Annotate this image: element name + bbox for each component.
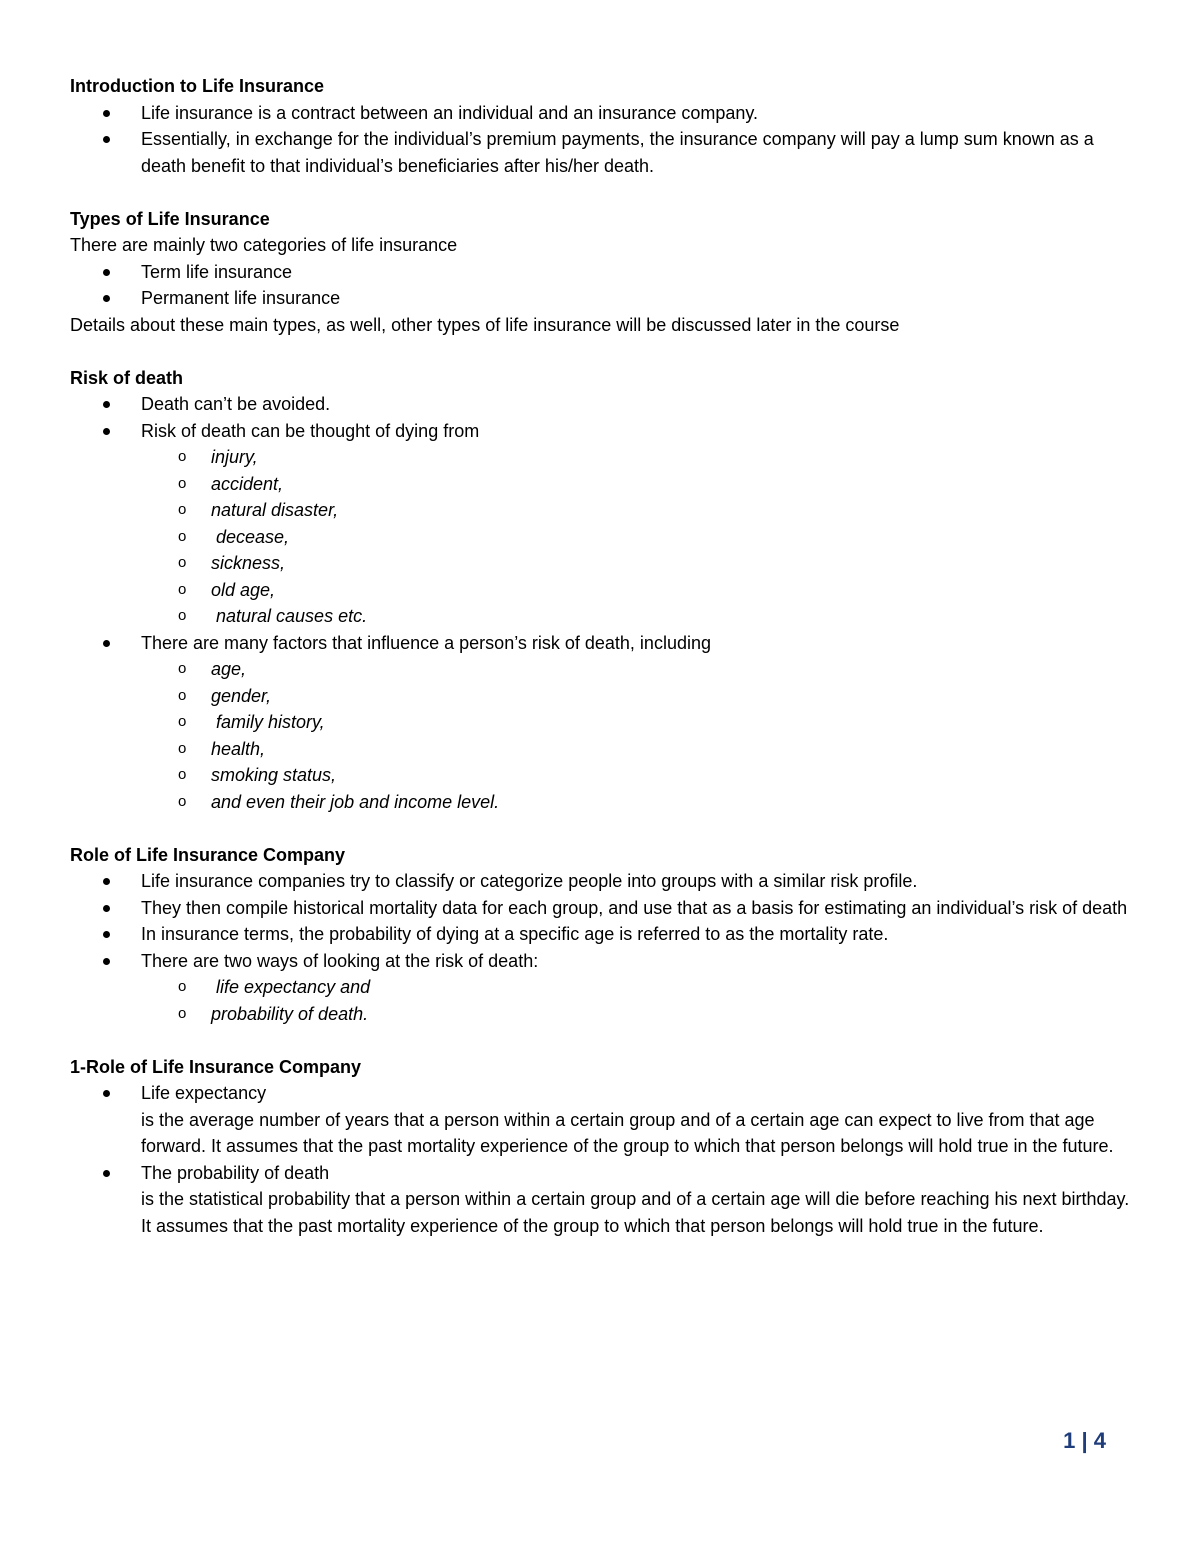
bullet-icon bbox=[103, 401, 110, 408]
section-title-intro: Introduction to Life Insurance bbox=[70, 76, 325, 96]
sub-list-item: o natural disaster, bbox=[70, 497, 1130, 524]
bullet-icon bbox=[103, 905, 110, 912]
list-item: Term life insurance bbox=[70, 259, 1130, 286]
sub-list-item: o injury, bbox=[70, 444, 1130, 471]
sub-list-item: o smoking status, bbox=[70, 762, 1130, 789]
section-title-types: Types of Life Insurance bbox=[70, 208, 270, 229]
circle-bullet-icon: o bbox=[178, 527, 187, 545]
bullet-icon bbox=[103, 878, 110, 885]
sub-list-item: o probability of death. bbox=[70, 1001, 1130, 1028]
paragraph: Details about these main types, as well, other types of life insurance will be discussed later in the course bbox=[70, 314, 900, 335]
circle-bullet-icon: o bbox=[178, 686, 187, 704]
list-item: Life insurance companies try to classify or categorize people into groups with a similar risk profile. bbox=[70, 868, 1130, 895]
circle-bullet-icon: o bbox=[178, 448, 187, 465]
list-item: In insurance terms, the probability of dying at a specific age is referred to as the mortality rate. bbox=[70, 921, 1130, 948]
sub-list-item: o health, bbox=[70, 736, 1130, 763]
bullet-icon bbox=[103, 428, 110, 435]
sub-list-item: o gender, bbox=[70, 683, 1130, 710]
sub-list-item: o and even their job and income level. bbox=[70, 789, 1130, 816]
circle-bullet-icon: o bbox=[178, 792, 187, 810]
sub-list-item: o decease, bbox=[70, 524, 1130, 551]
list-item: Life expectancy is the average number of years that a person within a certain group and of a certain age can expect to live from that age forward. It assumes that the past mortality experience of the group to which that person belongs will hold true in the future. bbox=[70, 1080, 1130, 1160]
section-title-role-1: 1-Role of Life Insurance Company bbox=[70, 1056, 362, 1077]
circle-bullet-icon: o bbox=[178, 739, 187, 757]
circle-bullet-icon: o bbox=[178, 580, 187, 598]
sub-list-item: o age, bbox=[70, 656, 1130, 683]
list-item: The probability of death is the statistical probability that a person within a certain group and of a certain age will die before reaching his next birthday. It assumes that the past mortality experience of the group to which that person belongs will hold true in the future. bbox=[70, 1160, 1130, 1240]
list-item: Essentially, in exchange for the individual’s premium payments, the insurance company will pay a lump sum known as a death benefit to that individual’s beneficiaries after his/her death. bbox=[70, 126, 1130, 179]
section-title-role: Role of Life Insurance Company bbox=[70, 844, 346, 865]
circle-bullet-icon: o bbox=[178, 766, 187, 783]
list-item: Death can’t be avoided. bbox=[70, 391, 1130, 418]
list-item: They then compile historical mortality data for each group, and use that as a basis for estimating an individual’s risk of death bbox=[70, 895, 1130, 922]
circle-bullet-icon: o bbox=[178, 1004, 187, 1022]
bullet-icon bbox=[103, 931, 110, 938]
list-item: Permanent life insurance bbox=[70, 285, 1130, 312]
section-title-risk: Risk of death bbox=[70, 367, 184, 388]
list-item: Life insurance is a contract between an individual and an insurance company. bbox=[70, 100, 1130, 127]
bullet-icon bbox=[103, 640, 110, 647]
sub-list-item: o accident, bbox=[70, 471, 1130, 498]
circle-bullet-icon: o bbox=[178, 474, 187, 492]
page-number: 1 | 4 bbox=[1063, 1428, 1106, 1453]
sub-list-item: o natural causes etc. bbox=[70, 603, 1130, 630]
circle-bullet-icon: o bbox=[178, 554, 187, 571]
bullet-icon bbox=[103, 958, 110, 965]
circle-bullet-icon: o bbox=[178, 713, 187, 730]
circle-bullet-icon: o bbox=[178, 607, 187, 624]
circle-bullet-icon: o bbox=[178, 660, 187, 677]
circle-bullet-icon: o bbox=[178, 501, 187, 518]
bullet-icon bbox=[103, 110, 110, 117]
bullet-icon bbox=[103, 1090, 110, 1097]
sub-list-item: o family history, bbox=[70, 709, 1130, 736]
paragraph: There are mainly two categories of life insurance bbox=[70, 235, 458, 255]
bullet-icon bbox=[103, 1170, 110, 1177]
bullet-icon bbox=[103, 295, 110, 302]
list-item: There are two ways of looking at the risk of death: bbox=[70, 948, 1130, 975]
sub-list-item: o old age, bbox=[70, 577, 1130, 604]
sub-list-item: o sickness, bbox=[70, 550, 1130, 577]
document-page bbox=[70, 73, 1130, 1239]
sub-list-item: o life expectancy and bbox=[70, 974, 1130, 1001]
bullet-icon bbox=[103, 136, 110, 143]
list-item: There are many factors that influence a person’s risk of death, including bbox=[70, 630, 1130, 657]
bullet-icon bbox=[103, 269, 110, 276]
circle-bullet-icon: o bbox=[178, 978, 187, 995]
list-item: Risk of death can be thought of dying from bbox=[70, 418, 1130, 445]
